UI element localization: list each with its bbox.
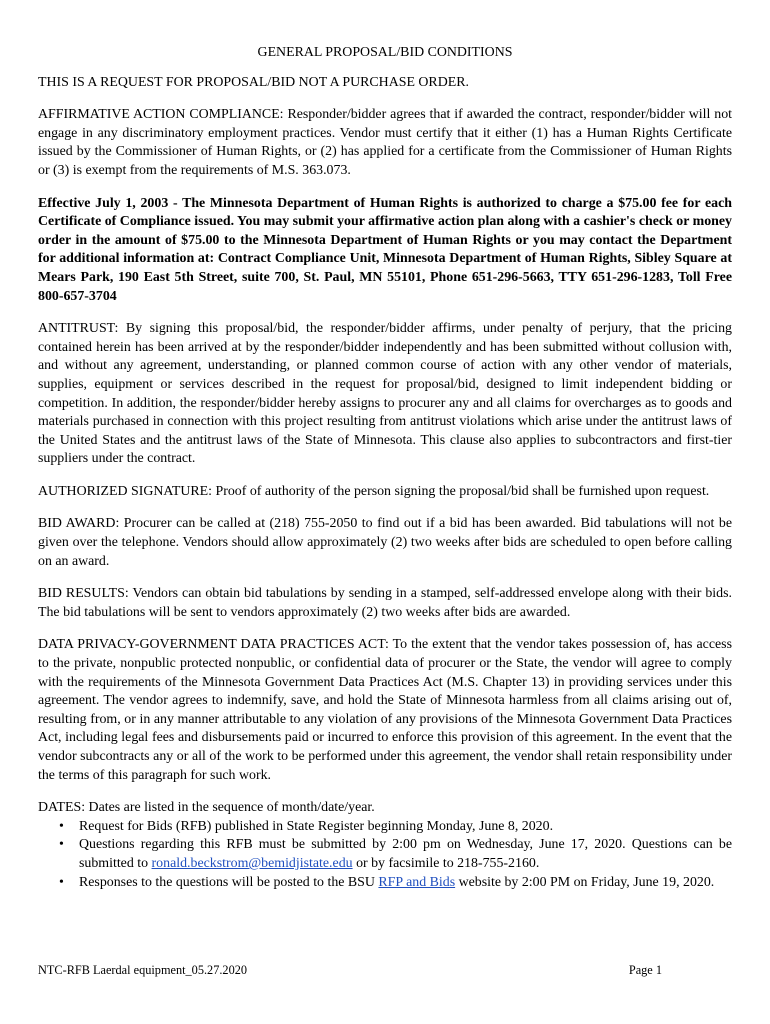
list-item bbox=[59, 836, 732, 873]
facsimile-text: or by facsimile to 218-755-2160. bbox=[352, 855, 540, 871]
rfp-and-bids-link[interactable]: RFP and Bids bbox=[378, 874, 456, 890]
bid-award-paragraph: BID AWARD: Procurer can be called at (218) 755-2050 to find out if a bid has been awarded. Bid tabulations will not be given over the telephone. Vendors should allow approximately (2) two weeks after bids are scheduled to open before calling on an award. bbox=[38, 516, 732, 569]
data-privacy-paragraph: DATA PRIVACY-GOVERNMENT DATA PRACTICES ACT: To the extent that the vendor takes possession of, has access to the private, nonpublic protected nonpublic, or confidential data of procurer or the State, the vendor will agree to comply with the requirements of the Minnesota Government Data Practices Act (M.S. Chapter 13) in providing services under this agreement. The vendor agrees to indemnify, save, and hold the State of Minnesota harmless from all claims arising out of, resulting from, or in any manner attributable to any violation of any provisions of the Minnesota Government Data Practices Act, including legal fees and disbursements paid or incurred to enforce this provision of this agreement. In the event that the vendor subcontracts any or all of the work to be performed under this agreement, the vendor shall retain responsibility under the terms of this paragraph for such work. bbox=[38, 637, 732, 783]
document-title: GENERAL PROPOSAL/BID CONDITIONS bbox=[257, 45, 513, 60]
responses-posted-text: Responses to the questions will be posted to the BSU bbox=[79, 874, 379, 890]
rfb-published-text: Request for Bids (RFB) published in State Register beginning Monday, June 8, 2020. bbox=[79, 818, 554, 834]
bullet-icon: • bbox=[59, 837, 64, 853]
list-item bbox=[59, 818, 732, 837]
questions-deadline-text: Questions regarding this RFB must be submitted by 2:00 pm on Wednesday, June 17, 2020. Questions can be submitted to bbox=[79, 837, 732, 871]
affirmative-action-paragraph: AFFIRMATIVE ACTION COMPLIANCE: Responder/bidder agrees that if awarded the contract, responder/bidder will not engage in any discriminatory employment practices. Vendor must certify that it either (1) has a Human Rights Certificate issued by the Commissioner of Human Rights, or (2) has applied for a certificate from the Commissioner of Human Rights or (3) is exempt from the requirements of M.S. 363.073. bbox=[38, 107, 732, 178]
bullet-icon: • bbox=[59, 818, 64, 834]
responses-posted-date-text: website by 2:00 PM on Friday, June 19, 2020. bbox=[455, 874, 715, 890]
document-id: NTC-RFB Laerdal equipment_05.27.2020 bbox=[38, 963, 248, 977]
authorized-signature-paragraph: AUTHORIZED SIGNATURE: Proof of authority of the person signing the proposal/bid shall be furnished upon request. bbox=[38, 483, 710, 499]
antitrust-paragraph: ANTITRUST: By signing this proposal/bid, the responder/bidder affirms, under penalty of perjury, that the pricing contained herein has been arrived at by the responder/bidder independently and has been submitted without collusion with, and without any agreement, understanding, or planned common course of action with any other vendor of materials, supplies, equipment or services described in the request for proposal/bid, designed to limit independent bidding or competition. In addition, the responder/bidder hereby assigns to procurer any and all claims for overcharges as to goods and materials purchased in connection with this project resulting from antitrust violations which arise under the antitrust laws of the United States and the antitrust laws of the State of Minnesota. This clause also applies to subcontractors and first-tier suppliers under the contract. bbox=[38, 321, 732, 467]
dates-intro: DATES: Dates are listed in the sequence of month/date/year. bbox=[38, 800, 375, 816]
document-page bbox=[38, 44, 732, 892]
page-number: Page 1 bbox=[628, 963, 662, 977]
email-link[interactable]: ronald.beckstrom@bemidjistate.edu bbox=[151, 855, 353, 871]
bullet-icon: • bbox=[59, 874, 64, 890]
dates-list bbox=[38, 818, 732, 892]
list-item bbox=[59, 874, 732, 893]
bid-results-paragraph: BID RESULTS: Vendors can obtain bid tabulations by sending in a stamped, self-addressed envelope along with their bids. The bid tabulations will be sent to vendors approximately (2) two weeks after bids are awarded. bbox=[38, 586, 732, 620]
purchase-order-notice: THIS IS A REQUEST FOR PROPOSAL/BID NOT A PURCHASE ORDER. bbox=[38, 74, 469, 90]
effective-date-notice: Effective July 1, 2003 - The Minnesota Department of Human Rights is authorized to charge a $75.00 fee for each Certificate of Compliance issued. You may submit your affirmative action plan along with a cashier's check or money order in the amount of $75.00 to the Minnesota Department of Human Rights or you may contact the Department for additional information at: Contract Compliance Unit, Minnesota Department of Human Rights, Sibley Square at Mears Park, 190 East 5th Street, suite 700, St. Paul, MN 55101, Phone 651-296-5663, TTY 651-296-1283, Toll Free 800-657-3704 bbox=[38, 195, 732, 304]
